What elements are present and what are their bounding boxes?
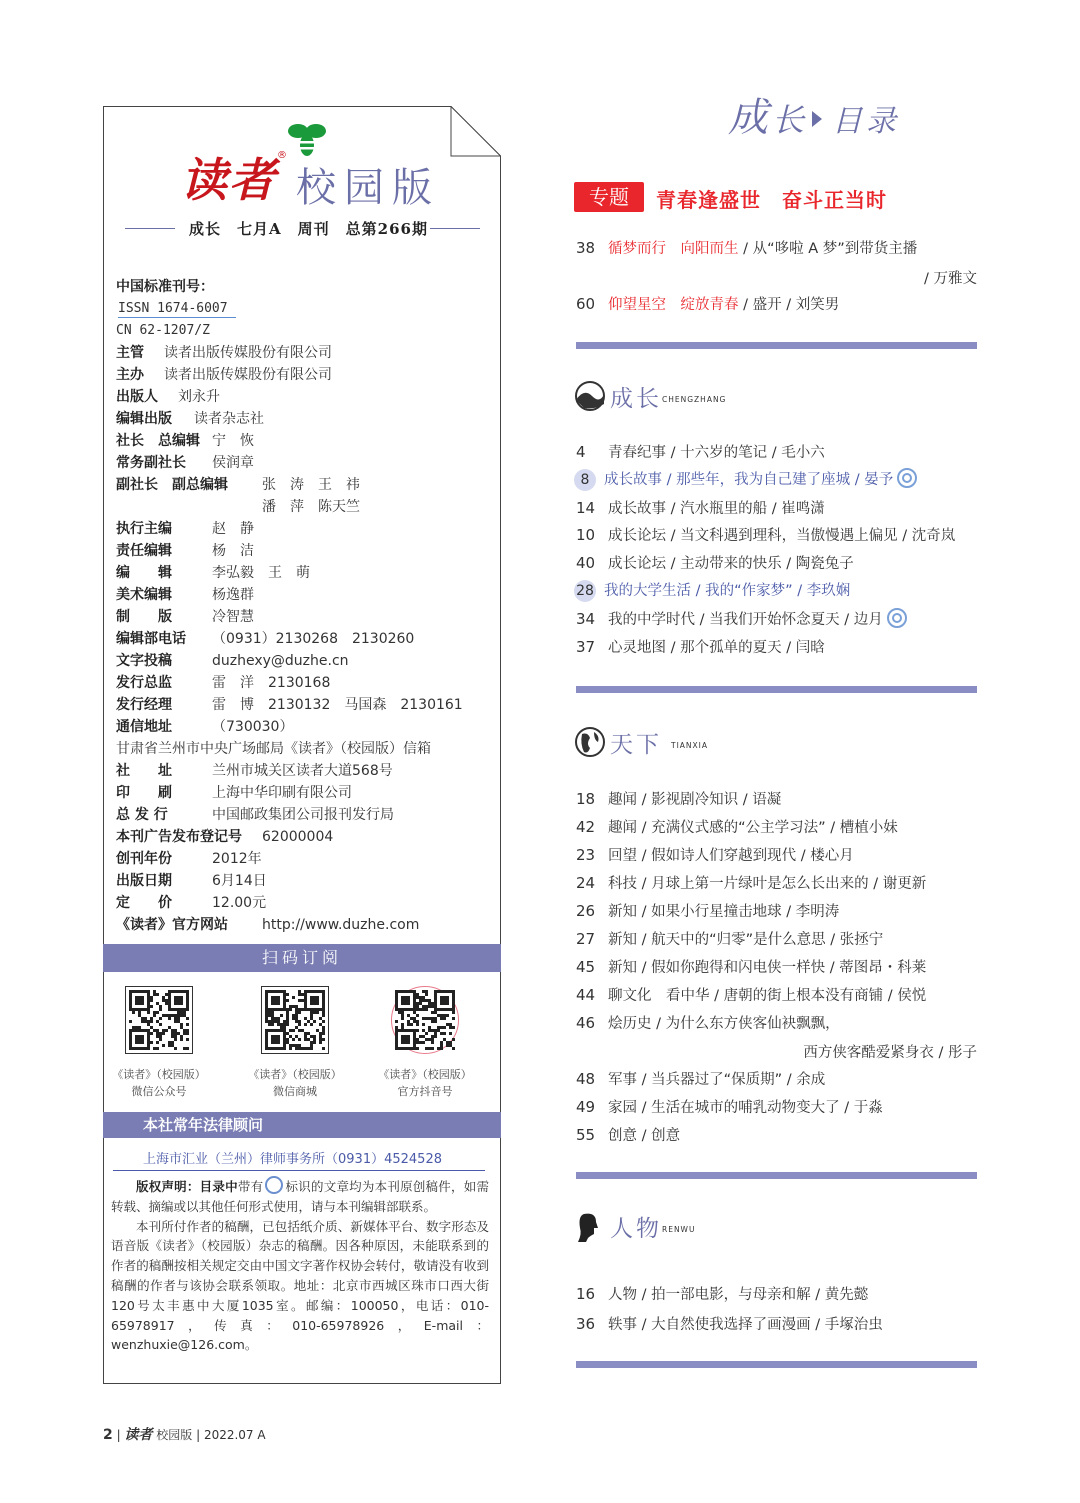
info-value: duzhexy@duzhe.cn (212, 653, 349, 669)
info-key: 出版日期 (116, 873, 172, 889)
qr-douyin[interactable] (373, 986, 477, 1100)
qr-code-icon (391, 986, 459, 1054)
info-value: 雷 洋 2130168 (212, 675, 331, 691)
toc-item[interactable] (576, 1123, 986, 1147)
toc-item[interactable]: 60 仰望星空 绽放青春 / 盛开 / 刘笑男 (576, 295, 840, 313)
toc-item[interactable] (576, 1067, 986, 1091)
info-key: 创刊年份 (116, 851, 172, 867)
toc-entry-text: 回望 / 假如诗人们穿越到现代 / 楼心月 (608, 848, 854, 864)
toc-item[interactable] (576, 496, 986, 520)
info-row (116, 716, 496, 738)
section-pinyin: RENWU (662, 1225, 696, 1234)
info-row (116, 430, 496, 452)
info-row (116, 826, 496, 848)
topic-badge: 专题 (574, 182, 644, 212)
info-value: （0931）2130268 2130260 (212, 631, 415, 647)
info-key: 主管 (116, 345, 144, 361)
info-key: 发行总监 (116, 675, 172, 691)
toc-page-number: 34 (576, 609, 596, 628)
toc-page-number: 46 (576, 1014, 596, 1032)
registered-mark-icon: ® (277, 150, 287, 161)
info-value: 上海中华印刷有限公司 (212, 785, 352, 801)
qr-wechat[interactable] (107, 986, 211, 1100)
info-row (116, 606, 496, 628)
info-row (116, 760, 496, 782)
info-key: 通信地址 (116, 719, 172, 735)
toc-entry-text: 聊文化 看中华 / 唐朝的街上根本没有商铺 / 侯悦 (608, 988, 927, 1004)
info-key: 文字投稿 (116, 653, 172, 669)
info-row (116, 540, 496, 562)
qr-caption: 《读者》（校园版） 微信商城 (248, 1068, 342, 1098)
toc-item[interactable] (576, 579, 986, 603)
masthead-panel (103, 106, 501, 1384)
section-divider (576, 1361, 977, 1368)
toc-entry-text: 趣闻 / 影视剧冷知识 / 语凝 (608, 792, 782, 808)
copyright-notice: 版权声明：目录中带有 标识的文章均为本刊原创稿件，如需转载、摘编或以其他任何形式使用，请与本刊编辑部联系。 本刊所付作者的稿酬，已包括纸介质、新媒体平台、数字形态及语音版《读者》（校园版）杂志的稿酬。因各种原因，未能联系到的作者的稿酬按相关规定交由中国文字著作权协会转付，敬请没有收到稿酬的作者与该协会联系领取。地址：北京市西城区珠市口西大街120号太丰惠中大厦1035室。邮编：100050，电话：010-65978917，传真：010-65978926，E-mail：wenzhuxie@126.com。 (111, 1176, 489, 1355)
issue-line (125, 218, 480, 238)
info-key: 执行主编 (116, 521, 172, 537)
toc-page-number: 49 (576, 1098, 596, 1116)
toc-item[interactable] (576, 787, 986, 811)
toc-entry-text: 军事 / 当兵器过了“保质期” / 余成 (608, 1072, 826, 1088)
info-value: 杨逸群 (212, 587, 254, 603)
toc-page-number: 48 (576, 1070, 596, 1088)
toc-item[interactable] (576, 1011, 986, 1035)
info-value: 张 涛 王 祎 (262, 477, 360, 493)
toc-entry-text: 创意 / 创意 (608, 1128, 681, 1144)
toc-page-number: 28 (574, 580, 596, 602)
qr-caption: 《读者》（校园版） 官方抖音号 (378, 1068, 472, 1098)
toc-item[interactable] (576, 871, 986, 895)
section-title: 天下 (610, 732, 662, 758)
toc-entry-text: 烩历史 / 为什么东方侠客仙袂飘飘， (608, 1016, 840, 1032)
original-mark-icon (887, 608, 907, 628)
toc-page-number: 55 (576, 1126, 596, 1144)
toc-item[interactable] (576, 1312, 986, 1336)
info-row (116, 364, 496, 386)
toc-page-number: 18 (576, 790, 596, 808)
arrow-right-icon (812, 111, 822, 127)
info-row (116, 870, 496, 892)
info-row (116, 914, 496, 936)
info-key: 本刊广告发布登记号 (116, 829, 242, 845)
section-title: 成长 (610, 386, 662, 412)
info-key: 社长 总编辑 (116, 433, 200, 449)
toc-item[interactable] (576, 1095, 986, 1119)
toc-entry-text: 我的中学时代 / 当我们开始怀念夏天 / 边月 (608, 611, 883, 628)
info-key: 出版人 (116, 389, 158, 405)
info-row (116, 276, 496, 298)
toc-page-number: 37 (576, 637, 596, 656)
info-value: http://www.duzhe.com (262, 917, 420, 933)
info-key: 编辑出版 (116, 411, 172, 427)
toc-page-number: 10 (576, 526, 596, 545)
section-pinyin: CHENGZHANG (662, 395, 727, 404)
subscribe-band: 扫码订阅 (103, 944, 501, 972)
toc-page-number: 16 (576, 1285, 596, 1303)
toc-entry-text: 轶事 / 大自然使我选择了画漫画 / 手塚治虫 (608, 1317, 883, 1333)
info-row (116, 562, 496, 584)
toc-entry-text: 成长论坛 / 当文科遇到理科，当傲慢遇上偏见 / 沈奇岚 (608, 528, 956, 545)
toc-entry-text: 家园 / 生活在城市的哺乳动物变大了 / 于淼 (608, 1100, 883, 1116)
info-row (116, 892, 496, 914)
qr-caption: 《读者》（校园版） 微信公众号 (112, 1068, 206, 1098)
info-row (116, 628, 496, 650)
qr-code-icon (125, 986, 193, 1054)
toc-page-number: 23 (576, 846, 596, 864)
info-key: 主办 (116, 367, 144, 383)
original-mark-icon (265, 1176, 283, 1194)
issn-underline (118, 317, 236, 318)
toc-page-number: 45 (576, 958, 596, 976)
toc-entry-text: 科技 / 月球上第一片绿叶是怎么长出来的 / 谢更新 (608, 876, 927, 892)
info-value: 雷 博 2130132 马国森 2130161 (212, 697, 463, 713)
toc-entry-text: 成长论坛 / 主动带来的快乐 / 陶瓷兔子 (608, 556, 854, 573)
edition-title: 校园版 (296, 165, 440, 211)
info-row (116, 584, 496, 606)
qr-store[interactable] (243, 986, 347, 1100)
toc-entry-text: 人物 / 拍一部电影，与母亲和解 / 黄先懿 (608, 1287, 869, 1303)
info-key: 编 辑 (116, 565, 172, 581)
info-value: 中国邮政集团公司报刊发行局 (212, 807, 394, 823)
page-footer: 2 | 读者 校园版 | 2022.07 A (103, 1427, 266, 1443)
info-value: 冷智慧 (212, 609, 254, 625)
toc-item[interactable]: 38 循梦而行 向阳而生 / 从“哆啦 A 梦”到带货主播 (576, 239, 918, 257)
section-title: 人物 (610, 1216, 662, 1242)
info-key: 编辑部电话 (116, 631, 186, 647)
toc-page-number: 4 (576, 443, 586, 461)
qr-code-icon (261, 986, 329, 1054)
info-row (116, 848, 496, 870)
info-key: 社 址 (116, 763, 172, 779)
info-key: 印 刷 (116, 785, 172, 801)
info-row (116, 342, 496, 364)
toc-page-number: 42 (576, 818, 596, 836)
issn-value: ISSN 1674-6007 (118, 301, 228, 316)
info-key: 责任编辑 (116, 543, 172, 559)
publication-info (116, 276, 496, 936)
info-row (116, 320, 496, 342)
toc-item[interactable] (576, 983, 986, 1007)
toc-item[interactable] (576, 927, 986, 951)
toc-item[interactable] (576, 899, 986, 923)
toc-page-number: 14 (576, 498, 596, 517)
info-value: 刘永升 (178, 389, 220, 405)
legal-band: 本社常年法律顾问 (103, 1112, 501, 1138)
topic-title: 青春逢盛世 奋斗正当时 (656, 188, 887, 212)
toc-entry-text: 我的大学生活 / 我的“作家梦” / 李玖娴 (604, 583, 851, 599)
toc-entry-text: 新知 / 航天中的“归零”是什么意思 / 张拯宁 (608, 932, 884, 948)
original-mark-icon (897, 468, 917, 488)
legal-rule (113, 1170, 485, 1171)
section-divider (576, 1172, 977, 1179)
toc-page-number: 26 (576, 902, 596, 920)
info-value: 赵 静 (212, 521, 254, 537)
section-divider (576, 342, 977, 349)
info-row (116, 672, 496, 694)
info-value: 2012年 (212, 851, 262, 867)
info-value: 读者出版传媒股份有限公司 (164, 345, 332, 361)
section-pinyin: TIANXIA (671, 741, 709, 750)
info-row (116, 408, 496, 430)
info-value: 读者出版传媒股份有限公司 (164, 367, 332, 383)
toc-entry-text: 成长故事 / 汽水瓶里的船 / 崔鸣潇 (608, 500, 825, 517)
duzhe-logo: 读者 (181, 153, 277, 207)
info-key: 发行经理 (116, 697, 172, 713)
toc-page-number: 44 (576, 986, 596, 1004)
toc-page-number: 27 (576, 930, 596, 948)
toc-item[interactable] (576, 523, 986, 547)
info-key: 定 价 (116, 895, 172, 911)
info-row (116, 518, 496, 540)
qr-pattern (262, 987, 328, 1053)
qr-pattern (126, 987, 192, 1053)
info-value: 宁 恢 (212, 433, 254, 449)
info-value: 李弘毅 王 萌 (212, 565, 310, 581)
toc-entry-text: 趣闻 / 充满仪式感的“公主学习法” / 槽植小妹 (608, 820, 898, 836)
toc-item[interactable] (576, 607, 986, 631)
info-key: 常务副社长 (116, 455, 186, 471)
toc-page-number: 40 (576, 554, 596, 573)
toc-item[interactable] (576, 1282, 986, 1306)
info-row (116, 694, 496, 716)
toc-page-number: 24 (576, 874, 596, 892)
globe-icon (574, 726, 606, 758)
toc-item[interactable] (576, 635, 986, 659)
profile-icon (574, 1210, 606, 1242)
issue-rule-right (430, 228, 480, 229)
section-divider (576, 686, 977, 693)
info-value: 杨 洁 (212, 543, 254, 559)
qr-pattern (392, 987, 458, 1053)
info-value: 6月14日 (212, 873, 267, 889)
toc-item[interactable] (576, 955, 986, 979)
info-key: 美术编辑 (116, 587, 172, 603)
info-value: 兰州市城关区读者大道568号 (212, 763, 393, 779)
info-value: 潘 萍 陈天竺 (262, 499, 360, 515)
info-key: 总 发 行 (116, 807, 168, 823)
info-key: 《读者》官方网站 (116, 917, 228, 933)
toc-item-continued: / 万雅文 (924, 271, 977, 287)
info-row (116, 386, 496, 408)
info-value: 12.00元 (212, 895, 267, 911)
toc-page-number: 8 (574, 469, 596, 491)
toc-entry-text: 心灵地图 / 那个孤单的夏天 / 闫晗 (608, 639, 825, 656)
toc-entry-text: 新知 / 如果小行星撞击地球 / 李明涛 (608, 904, 840, 920)
issue-text: 成长 七月A 周刊 总第266期 (189, 220, 428, 238)
info-row (116, 782, 496, 804)
info-value: 读者杂志社 (194, 411, 264, 427)
toc-item[interactable] (576, 440, 986, 464)
info-row (116, 496, 496, 518)
info-row (116, 738, 496, 760)
info-row (116, 452, 496, 474)
bee-logo-icon (287, 121, 327, 157)
wave-icon (574, 380, 606, 412)
toc-item[interactable] (576, 843, 986, 867)
toc-entry-text: 新知 / 假如你跑得和闪电侠一样快 / 蒂图昂・科莱 (608, 960, 927, 976)
legal-firm: 上海市汇业（兰州）律师事务所（0931）4524528 (143, 1152, 442, 1167)
info-key: 副社长 副总编辑 (116, 477, 228, 493)
info-key: 制 版 (116, 609, 172, 625)
toc-item[interactable] (576, 468, 986, 492)
issue-rule-left (125, 228, 175, 229)
toc-entry-text: 成长故事 / 那些年，我为自己建了座城 / 晏予 (604, 471, 894, 488)
cn-value: CN 62-1207/Z (116, 323, 210, 338)
info-value: 62000004 (262, 829, 334, 845)
info-row (116, 650, 496, 672)
toc-entry-text: 青春纪事 / 十六岁的笔记 / 毛小六 (608, 445, 825, 461)
toc-item[interactable] (576, 815, 986, 839)
toc-item-continued: 西方侠客酷爱紧身衣 / 彤子 (803, 1045, 977, 1061)
info-row (116, 474, 496, 496)
std-no-label: 中国标准刊号： (116, 279, 214, 295)
page-title: 成 长 目录 (728, 95, 901, 141)
info-value: （730030） (212, 719, 294, 735)
info-value: 甘肃省兰州市中央广场邮局《读者》（校园版）信箱 (116, 741, 431, 757)
info-value: 侯润章 (212, 455, 254, 471)
info-row (116, 804, 496, 826)
toc-item[interactable] (576, 551, 986, 575)
toc-page-number: 36 (576, 1315, 596, 1333)
